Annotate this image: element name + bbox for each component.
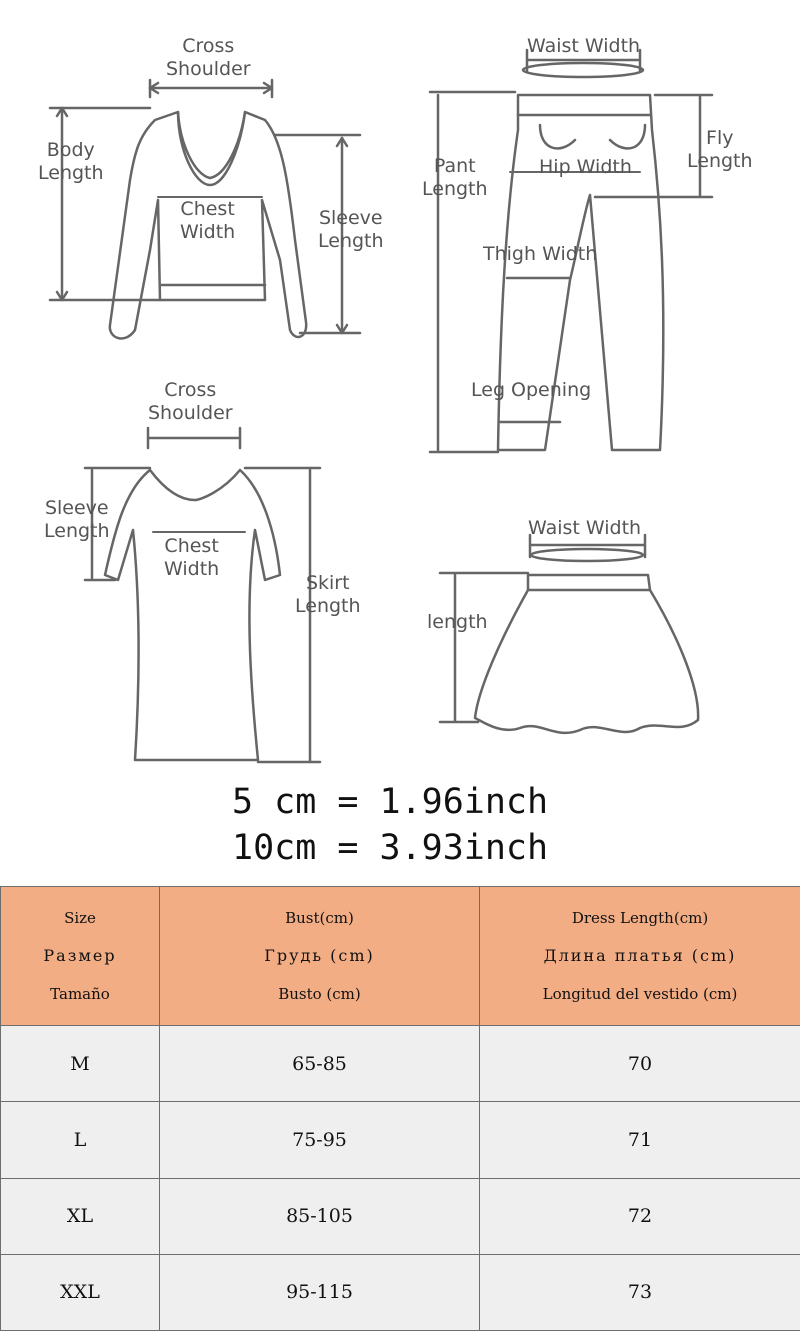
length-header-en: Dress Length(cm) bbox=[571, 909, 709, 928]
size-table bbox=[0, 886, 800, 1331]
chest-width-label: Chest Width bbox=[164, 535, 220, 580]
length-label: length bbox=[427, 611, 488, 633]
waist-width-label: Waist Width bbox=[527, 35, 641, 57]
bust-header bbox=[160, 887, 480, 1026]
sleeve-length-label: Sleeve Length bbox=[44, 497, 110, 542]
length-header-es: Longitud del vestido (cm) bbox=[542, 985, 738, 1004]
skirt-length-label: Skirt Length bbox=[295, 572, 361, 617]
body-length-label: Body Length bbox=[38, 139, 104, 184]
table-row bbox=[1, 1102, 800, 1178]
chest-width-label: Chest Width bbox=[180, 198, 236, 243]
conversion-line-2: 10cm = 3.93inch bbox=[232, 828, 549, 868]
size-cell: XXL bbox=[1, 1254, 160, 1330]
bust-cell: 65-85 bbox=[160, 1026, 480, 1102]
size-header bbox=[1, 887, 160, 1026]
table-row bbox=[1, 1026, 800, 1102]
length-cell: 72 bbox=[480, 1178, 800, 1254]
thigh-width-label: Thigh Width bbox=[483, 243, 598, 265]
length-cell: 73 bbox=[480, 1254, 800, 1330]
length-header bbox=[480, 887, 800, 1026]
leg-opening-label: Leg Opening bbox=[471, 379, 592, 401]
size-header-en: Size bbox=[64, 909, 96, 928]
bust-cell: 75-95 bbox=[160, 1102, 480, 1178]
bust-header-ru: Грудь (cm) bbox=[264, 946, 375, 966]
size-cell: L bbox=[1, 1102, 160, 1178]
length-header-ru: Длина платья (cm) bbox=[543, 946, 737, 966]
table-row bbox=[1, 1254, 800, 1330]
bust-cell: 95-115 bbox=[160, 1254, 480, 1330]
cross-shoulder-label: Cross Shoulder bbox=[166, 35, 251, 80]
size-cell: XL bbox=[1, 1178, 160, 1254]
sleeve-length-label: Sleeve Length bbox=[318, 207, 384, 252]
size-header-ru: Размер bbox=[43, 946, 117, 966]
size-cell: M bbox=[1, 1026, 160, 1102]
waist-width-label: Waist Width bbox=[528, 517, 642, 539]
size-header-es: Tamaño bbox=[50, 985, 110, 1004]
conversion-line-1: 5 cm = 1.96inch bbox=[232, 782, 549, 822]
bust-header-en: Bust(cm) bbox=[285, 909, 354, 928]
fly-length-label: Fly Length bbox=[687, 127, 753, 172]
length-cell: 71 bbox=[480, 1102, 800, 1178]
dress-sketch bbox=[85, 428, 320, 762]
length-cell: 70 bbox=[480, 1026, 800, 1102]
pant-length-label: Pant Length bbox=[422, 155, 488, 200]
hip-width-label: Hip Width bbox=[539, 156, 632, 178]
bust-cell: 85-105 bbox=[160, 1178, 480, 1254]
table-header-row bbox=[1, 887, 800, 1026]
table-row bbox=[1, 1178, 800, 1254]
cross-shoulder-label: Cross Shoulder bbox=[148, 379, 233, 424]
bust-header-es: Busto (cm) bbox=[278, 985, 361, 1004]
